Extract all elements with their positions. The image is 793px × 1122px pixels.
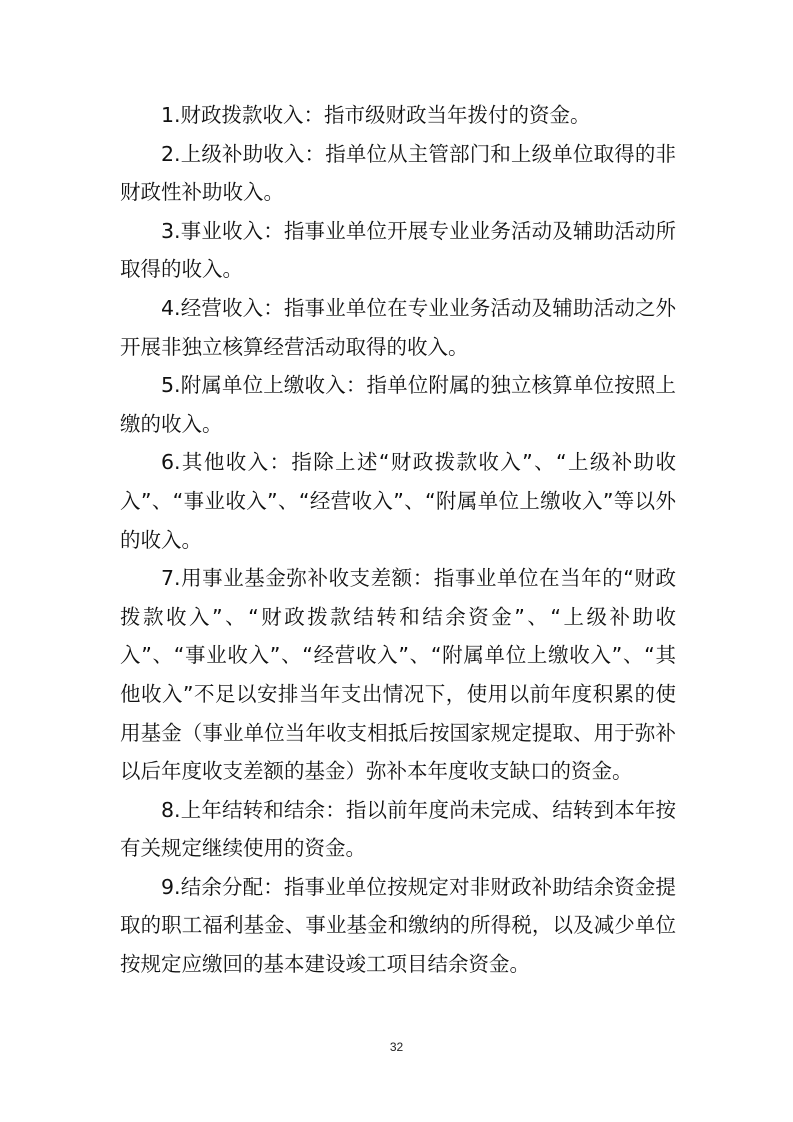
paragraph-8: 8.上年结转和结余：指以前年度尚未完成、结转到本年按有关规定继续使用的资金。 bbox=[120, 797, 676, 861]
paragraph-7: 7.用事业基金弥补收支差额：指事业单位在当年的“财政拨款收入”、“财政拨款结转和结余资金”、“上级补助收入”、“事业收入”、“经营收入”、“附属单位上缴收入”、“其他收入”不足以安排当年支出情况下，使用以前年度积累的使用基金（事业单位当年收支相抵后按国家规定提取、用于弥补以后年度收支差额的基金）弥补本年度收支缺口的资金。 bbox=[120, 566, 676, 784]
page-number: 32 bbox=[389, 1040, 404, 1054]
document-body bbox=[120, 96, 676, 984]
paragraph-2: 2.上级补助收入：指单位从主管部门和上级单位取得的非财政性补助收入。 bbox=[120, 141, 676, 205]
paragraph-6: 6.其他收入：指除上述“财政拨款收入”、“上级补助收入”、“事业收入”、“经营收入”、“附属单位上缴收入”等以外的收入。 bbox=[120, 450, 676, 552]
paragraph-4: 4.经营收入：指事业单位在专业业务活动及辅助活动之外开展非独立核算经营活动取得的收入。 bbox=[120, 295, 676, 359]
paragraph-9: 9.结余分配：指事业单位按规定对非财政补助结余资金提取的职工福利基金、事业基金和缴纳的所得税，以及减少单位按规定应缴回的基本建设竣工项目结余资金。 bbox=[120, 874, 676, 977]
paragraph-1: 1.财政拨款收入：指市级财政当年拨付的资金。 bbox=[161, 103, 591, 127]
paragraph-5: 5.附属单位上缴收入：指单位附属的独立核算单位按照上缴的收入。 bbox=[120, 373, 676, 436]
paragraph-3: 3.事业收入：指事业单位开展专业业务活动及辅助活动所取得的收入。 bbox=[120, 218, 676, 282]
